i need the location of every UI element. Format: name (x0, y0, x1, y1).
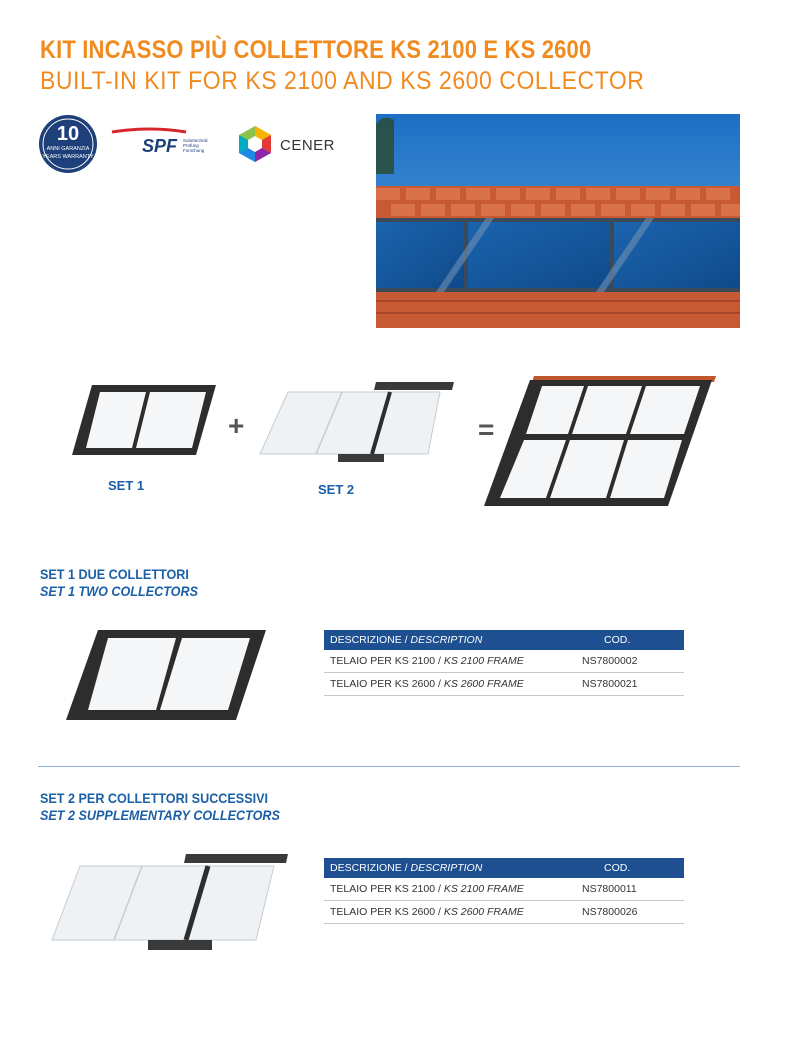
table-header-row (324, 630, 684, 650)
table-header-row (324, 858, 684, 878)
page-subtitle: BUILT-IN KIT FOR KS 2100 AND KS 2600 COLLECTOR (40, 67, 645, 95)
section-divider (38, 766, 740, 767)
row-code: NS7800021 (582, 673, 684, 696)
set2-collector-product-image (50, 852, 290, 952)
svg-text:SPF: SPF (142, 136, 178, 156)
page-title: KIT INCASSO PIÙ COLLETTORE KS 2100 E KS 2600 (40, 36, 592, 64)
description-column-header: DESCRIZIONE / DESCRIPTION (324, 630, 582, 650)
svg-text:Forschung: Forschung (183, 148, 205, 153)
row-description: TELAIO PER KS 2600 / KS 2600 FRAME (324, 901, 582, 924)
row-code: NS7800026 (582, 901, 684, 924)
code-column-header: COD. (582, 858, 684, 878)
cener-logo (236, 124, 346, 164)
set1-frame-product-image (64, 626, 270, 724)
row-code: NS7800011 (582, 878, 684, 901)
set2-collector-illustration (258, 380, 458, 464)
spf-logo (110, 124, 222, 162)
set1-spec-table (324, 630, 684, 696)
svg-text:10: 10 (56, 123, 80, 145)
set2-label: SET 2 (318, 482, 355, 497)
plus-sign: + (228, 410, 245, 441)
svg-text:Prüfung: Prüfung (183, 143, 199, 148)
row-description: TELAIO PER KS 2100 / KS 2100 FRAME (324, 650, 582, 673)
table-row (324, 673, 684, 696)
svg-text:ANNI GARANZIA: ANNI GARANZIA (46, 146, 90, 152)
section2-title: SET 2 PER COLLETTORI SUCCESSIVI (40, 790, 269, 806)
section2-subtitle: SET 2 SUPPLEMENTARY COLLECTORS (40, 807, 280, 823)
table-row (324, 878, 684, 901)
code-column-header: COD. (582, 630, 684, 650)
section1-subtitle: SET 1 TWO COLLECTORS (40, 583, 198, 599)
set2-spec-table (324, 858, 684, 924)
row-description: TELAIO PER KS 2100 / KS 2100 FRAME (324, 878, 582, 901)
table-row (324, 650, 684, 673)
combined-frame-illustration (480, 374, 718, 508)
set1-frame-illustration (70, 382, 218, 458)
svg-text:Solartechnik: Solartechnik (183, 138, 208, 143)
warranty-badge-logo (38, 114, 98, 174)
description-column-header: DESCRIZIONE / DESCRIPTION (324, 858, 582, 878)
table-row (324, 901, 684, 924)
set1-label: SET 1 (108, 478, 145, 493)
equals-sign: = (478, 414, 495, 445)
row-code: NS7800002 (582, 650, 684, 673)
row-description: TELAIO PER KS 2600 / KS 2600 FRAME (324, 673, 582, 696)
svg-text:CENER: CENER (280, 137, 336, 154)
roof-installation-photo (376, 114, 740, 328)
svg-text:YEARS WARRANTY: YEARS WARRANTY (42, 154, 94, 160)
section1-title: SET 1 DUE COLLETTORI (40, 566, 189, 582)
